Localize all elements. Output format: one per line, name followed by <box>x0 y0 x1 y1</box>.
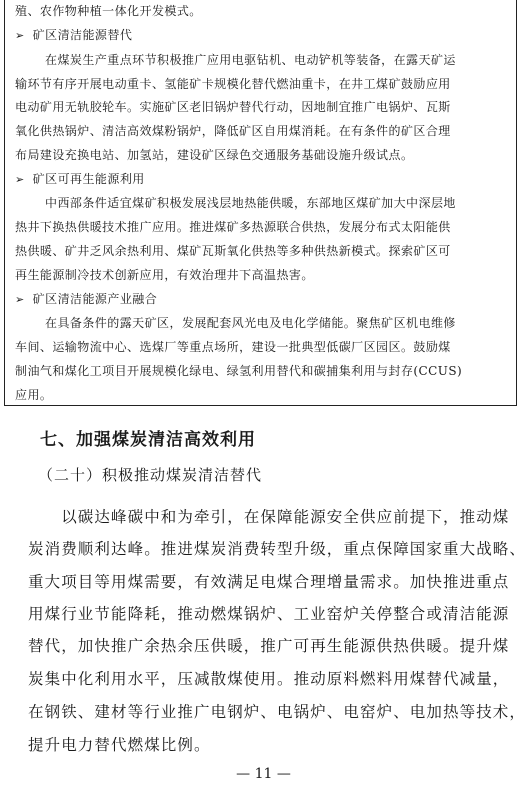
paragraph-line: 用煤行业节能降耗，推动燃煤锅炉、工业窑炉关停整合或清洁能源 <box>28 605 510 623</box>
paragraph-line: 炭集中化利用水平，压减散煤使用。推动原料燃料用煤替代减量， <box>28 670 510 688</box>
box-heading: ➢ 矿区清洁能源替代 <box>15 28 133 42</box>
arrow-bullet-icon: ➢ <box>15 293 25 306</box>
box-line: 应用。 <box>15 388 53 402</box>
box-line: 中西部条件适宜煤矿积极发展浅层地热能供暖，东部地区煤矿加大中深层地 <box>45 196 456 210</box>
paragraph-line: 以碳达峰碳中和为牵引，在保障能源安全供应前提下，推动煤 <box>28 508 510 526</box>
paragraph-line: 在钢铁、建材等行业推广电钢炉、电锅炉、电窑炉、电加热等技术， <box>28 703 527 721</box>
paragraph-line: 替代，加快推广余热余压供暖，推广可再生能源供热供暖。提升煤 <box>28 637 510 655</box>
paragraph-line: 炭消费顺利达峰。推进煤炭消费转型升级，重点保障国家重大战略、 <box>28 540 527 558</box>
page-number: — 11 — <box>236 766 291 782</box>
box-line: 热井下换热供暖技术推广应用。推进煤矿多热源联合供热，发展分布式太阳能供 <box>15 220 451 234</box>
box-line: 再生能源制冷技术创新应用，有效治理井下高温热害。 <box>15 268 314 282</box>
paragraph-line: 提升电力替代燃煤比例。 <box>28 736 211 754</box>
box-heading: ➢ 矿区可再生能源利用 <box>15 172 145 186</box>
box-line: 在具备条件的露天矿区，发展配套风光电及电化学储能。聚焦矿区机电维修 <box>45 316 456 330</box>
box-line: 殖、农作物种植一体化开发模式。 <box>15 4 202 18</box>
box-heading: ➢ 矿区清洁能源产业融合 <box>15 292 158 306</box>
subsection-title: （二十）积极推动煤炭清洁替代 <box>38 466 263 484</box>
box-line: 制油气和煤化工项目开展规模化绿电、绿氢利用替代和碳捕集利用与封存(CCUS) <box>15 364 463 378</box>
box-line: 热供暖、矿井乏风余热利用、煤矿瓦斯氧化供热等多种供热新模式。探索矿区可 <box>15 244 451 258</box>
arrow-bullet-icon: ➢ <box>15 29 25 42</box>
text-box <box>4 0 517 406</box>
box-line: 布局建设充换电站、加氢站，建设矿区绿色交通服务基础设施升级试点。 <box>15 148 414 162</box>
section-title: 七、加强煤炭清洁高效利用 <box>40 430 256 450</box>
paragraph-line: 重大项目等用煤需要，有效满足电煤合理增量需求。加快推进重点 <box>28 573 510 591</box>
box-line: 车间、运输物流中心、选煤厂等重点场所，建设一批典型低碳厂区园区。鼓励煤 <box>15 340 451 354</box>
box-line: 电动矿用无轨胶轮车。实施矿区老旧锅炉替代行动，因地制宜推广电锅炉、瓦斯 <box>15 100 451 114</box>
box-line: 氧化供热锅炉、清洁高效煤粉锅炉，降低矿区自用煤消耗。在有条件的矿区合理 <box>15 124 451 138</box>
box-line: 在煤炭生产重点环节积极推广应用电驱钻机、电动铲机等装备，在露天矿运 <box>45 53 456 67</box>
arrow-bullet-icon: ➢ <box>15 173 25 186</box>
box-line: 输环节有序开展电动重卡、氢能矿卡规模化替代燃油重卡，在井工煤矿鼓励应用 <box>15 77 451 91</box>
